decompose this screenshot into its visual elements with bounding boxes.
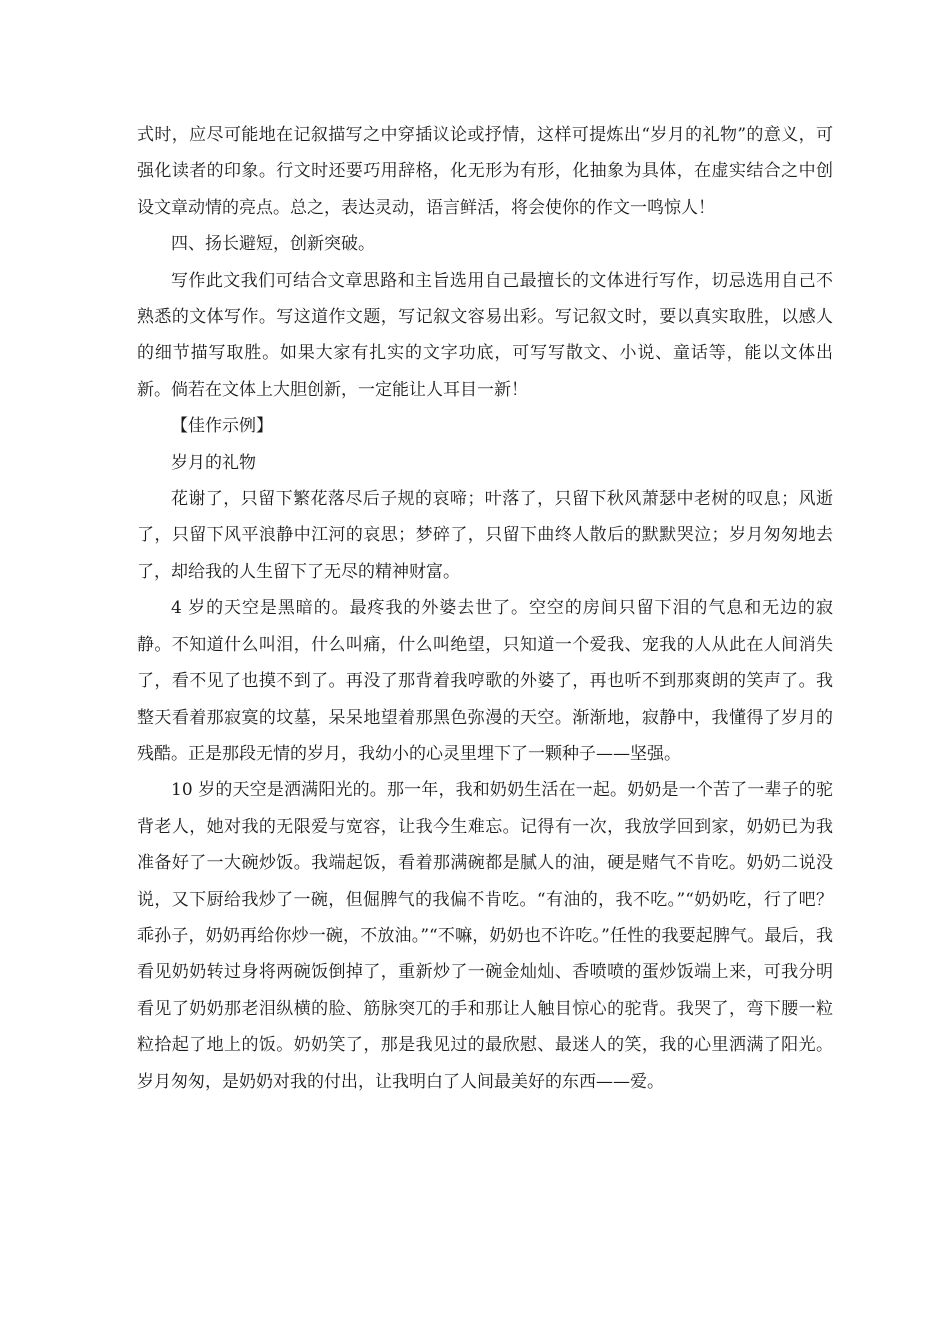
sample-label: 【佳作示例】 [171,416,273,437]
essay-paragraph-age-ten: 10 岁的天空是洒满阳光的。那一年，我和奶奶生活在一起。奶奶是一个苦了一辈子的驼背老人，她对我的无限爱与宽容，让我今生难忘。记得有一次，我放学回到家，奶奶已为我准备好了一大碗炒饭。我端起饭，看着那满碗都是腻人的油，硬是赌气不肯吃。奶奶二说没说，又下厨给我炒了一碗，但倔脾气的我偏不肯吃。“有油的，我不吃。”“奶奶吃，行了吧？乖孙子，奶奶再给你炒一碗，不放油。”“不嘛，奶奶也不许吃。”任性的我要起脾气。最后，我看见奶奶转过身将两碗饭倒掉了，重新炒了一碗金灿灿、香喷喷的蛋炒饭端上来，可我分明看见了奶奶那老泪纵横的脸、筋脉突兀的手和那让人触目惊心的驼背。我哭了，弯下腰一粒粒拾起了地上的饭。奶奶笑了，那是我见过的最欣慰、最迷人的笑，我的心里洒满了阳光。岁月匆匆，是奶奶对我的付出，让我明白了人间最美好的东西——爱。 [137,780,833,1092]
section-heading-four: 四、扬长避短，创新突破。 [171,234,375,255]
paragraph-essay-guidance-continued: 式时，应尽可能地在记叙描写之中穿插议论或抒情，这样可提炼出“岁月的礼物”的意义，可强化读者的印象。行文时还要巧用辞格，化无形为有形，化抽象为具体，在虚实结合之中创设文章动情的亮点。总之，表达灵动，语言鲜活，将会使你的作文一鸣惊人！ [137,125,833,218]
essay-title: 岁月的礼物 [171,452,256,473]
essay-paragraph-age-four: 4 岁的天空是黑暗的。最疼我的外婆去世了。空空的房间只留下泪的气息和无边的寂静。不知道什么叫泪，什么叫痛，什么叫绝望，只知道一个爱我、宠我的人从此在人间消失了，看不见了也摸不到了。再没了那背着我哼歌的外婆了，再也听不到那爽朗的笑声了。我整天看着那寂寞的坟墓，呆呆地望着那黑色弥漫的天空。渐渐地，寂静中，我懂得了岁月的残酷。正是那段无情的岁月，我幼小的心灵里埋下了一颗种子——坚强。 [137,598,833,764]
paragraph-genre-advice: 写作此文我们可结合文章思路和主旨选用自己最擅长的文体进行写作，切忌选用自己不熟悉的文体写作。写这道作文题，写记叙文容易出彩。写记叙文时，要以真实取胜，以感人的细节描写取胜。如果大家有扎实的文字功底，可写写散文、小说、童话等，能以文体出新。倘若在文体上大胆创新，一定能让人耳目一新！ [137,270,833,400]
document-body [137,117,833,1100]
essay-paragraph-intro: 花谢了，只留下繁花落尽后子规的哀啼；叶落了，只留下秋风萧瑟中老树的叹息；风逝了，只留下风平浪静中江河的哀思；梦碎了，只留下曲终人散后的默默哭泣；岁月匆匆地去了，却给我的人生留下了无尽的精神财富。 [137,489,833,582]
